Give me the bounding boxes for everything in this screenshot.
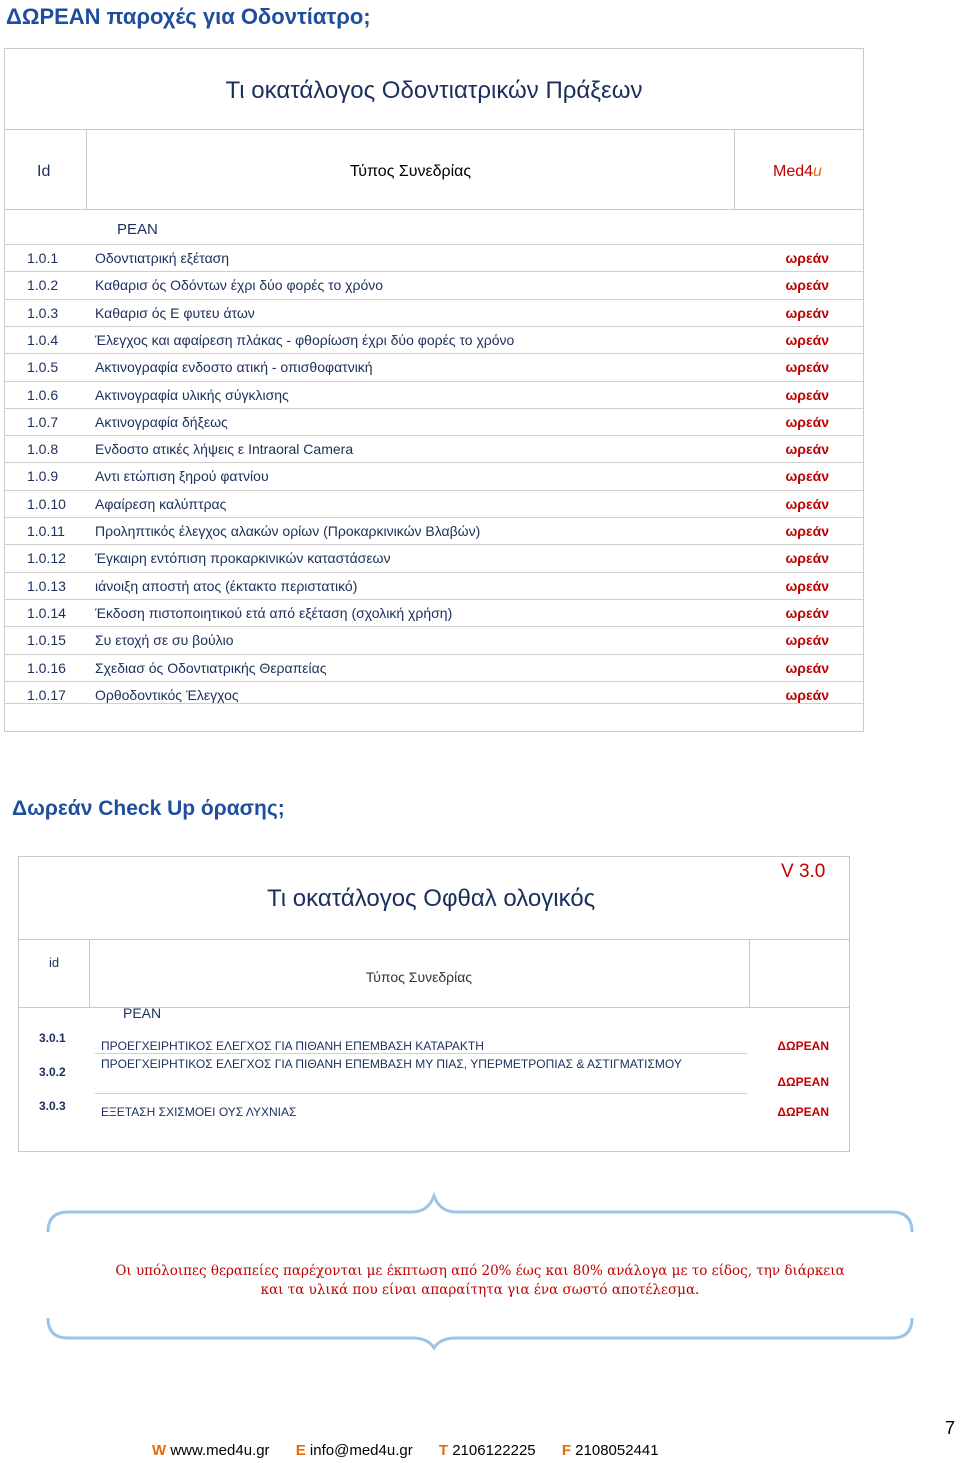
dental-price-table xyxy=(4,48,864,732)
row-desc: ΠΡΟΕΓΧΕΙΡΗΤΙΚΟΣ ΕΛΕΓΧΟΣ ΓΙΑ ΠΙΘΑΝΗ ΕΠΕΜΒΑΣΗ ΜΥ ΠΙΑΣ, ΥΠΕΡΜΕΤΡΟΠΙΑΣ & ΑΣΤΙΓΜΑΤΙΣΜΟΥ xyxy=(101,1057,682,1071)
row-id: 1.0.7 xyxy=(27,413,59,430)
table-row xyxy=(5,544,863,572)
row-desc: Έγκαιρη εντόπιση προκαρκινικών καταστάσεων xyxy=(95,550,391,567)
row-id: 1.0.16 xyxy=(27,659,66,676)
row-id: 1.0.5 xyxy=(27,359,59,376)
row-price: ωρεάν xyxy=(785,441,829,458)
row-price: ωρεάν xyxy=(785,359,829,376)
notice-line-2: και τα υλικά που είναι απαραίτητα για ένα σωστό αποτέλεσμα. xyxy=(260,1282,700,1298)
eye-table-title: Τι οκατάλογος Οφθαλ ολογικός xyxy=(267,885,596,912)
row-desc: Οδοντιατρική εξέταση xyxy=(95,250,230,266)
table-row xyxy=(5,490,863,518)
eye-table-subheader: ΡΕΑΝ xyxy=(123,1005,162,1021)
row-id: 1.0.1 xyxy=(27,250,59,266)
eye-section-heading: Δωρεάν Check Up όρασης; xyxy=(12,797,285,820)
table-row xyxy=(5,244,863,272)
row-id: 1.0.2 xyxy=(27,277,59,294)
table-row xyxy=(5,408,863,436)
eye-table-version: V 3.0 xyxy=(781,861,826,882)
table-row xyxy=(5,326,863,354)
table-row xyxy=(5,299,863,327)
row-id: 1.0.6 xyxy=(27,386,59,403)
row-price: ωρεάν xyxy=(785,550,829,567)
row-price: ΔΩΡΕΑΝ xyxy=(777,1075,829,1089)
row-id: 3.0.1 xyxy=(39,1031,66,1045)
row-price: ωρεάν xyxy=(785,250,829,266)
row-id: 1.0.4 xyxy=(27,331,59,348)
row-id: 1.0.17 xyxy=(27,686,66,703)
phone-number: 2106122225 xyxy=(452,1442,536,1459)
discount-notice xyxy=(40,1190,920,1350)
table-row xyxy=(5,353,863,381)
table-row xyxy=(5,271,863,299)
table-row xyxy=(5,462,863,490)
row-desc: Έκδοση πιστοποιητικού ετά από εξέταση (σχολική χρήση) xyxy=(95,604,453,621)
column-header-id: Id xyxy=(37,163,51,180)
row-desc: Σχεδιασ ός Οδοντιατρικής Θεραπείας xyxy=(95,659,327,676)
column-header-type: Τύπος Συνεδρίας xyxy=(349,163,472,180)
row-desc: Ακτινογραφία ενδοστο ατική - οπισθοφατνική xyxy=(95,359,373,376)
row-divider xyxy=(95,1093,747,1094)
row-desc: Ορθοδοντικός Έλεγχος xyxy=(95,686,239,703)
row-price: ωρεάν xyxy=(785,659,829,676)
row-id: 1.0.14 xyxy=(27,604,66,621)
row-price: ωρεάν xyxy=(785,386,829,403)
eye-column-header-type: Τύπος Συνεδρίας xyxy=(365,969,473,985)
row-price: ΔΩΡΕΑΝ xyxy=(777,1039,829,1053)
row-price: ωρεάν xyxy=(785,413,829,430)
table-row xyxy=(5,381,863,409)
row-id: 1.0.13 xyxy=(27,577,66,594)
row-desc: ΕΞΕΤΑΣΗ ΣΧΙΣΜΟΕΙ ΟΥΣ ΛΥΧΝΙΑΣ xyxy=(101,1105,297,1119)
row-desc: Συ ετοχή σε συ βούλιο xyxy=(95,632,234,649)
row-desc: Προληπτικός έλεγχος αλακών ορίων (Προκαρκινικών Βλαβών) xyxy=(95,523,481,539)
row-price: ωρεάν xyxy=(785,277,829,294)
table-row xyxy=(5,517,863,545)
row-price: ωρεάν xyxy=(785,495,829,512)
row-desc: Καθαρισ ός Οδόντων έχρι δύο φορές το χρόνο xyxy=(95,277,384,294)
dental-table-subheader: ΡΕΑΝ xyxy=(117,221,158,238)
row-price: ωρεάν xyxy=(785,686,829,703)
row-id: 3.0.2 xyxy=(39,1065,66,1079)
contact-footer xyxy=(152,1442,659,1459)
row-desc: Αφαίρεση καλύπτρας xyxy=(95,495,227,512)
email-link[interactable]: info@med4u.gr xyxy=(309,1442,413,1459)
dental-table-title-cell xyxy=(5,49,863,130)
eye-column-header-id: id xyxy=(49,955,60,970)
row-price: ωρεάν xyxy=(785,523,829,539)
eye-table-header xyxy=(19,939,849,1008)
row-desc: Ακτινογραφία υλικής σύγκλισης xyxy=(95,386,289,403)
page-number: 7 xyxy=(945,1418,956,1438)
website-link[interactable]: www.med4u.gr xyxy=(170,1442,270,1459)
row-id: 1.0.3 xyxy=(27,304,59,321)
row-price: ωρεάν xyxy=(785,331,829,348)
table-row xyxy=(5,626,863,654)
table-row xyxy=(5,654,863,682)
dental-table-header xyxy=(5,129,863,210)
row-desc: Αντι ετώπιση ξηρού φατνίου xyxy=(95,468,269,485)
row-id: 1.0.11 xyxy=(27,523,65,539)
dental-table-footer-row xyxy=(5,703,863,732)
table-row xyxy=(5,599,863,627)
row-id: 1.0.15 xyxy=(27,632,66,649)
email-label: E xyxy=(295,1442,306,1459)
phone-label: T xyxy=(438,1442,449,1459)
row-price: ωρεάν xyxy=(785,632,829,649)
row-id: 1.0.8 xyxy=(27,441,59,458)
fax-number: 2108052441 xyxy=(575,1442,659,1459)
row-price: ωρεάν xyxy=(785,468,829,485)
dental-table-title: Τι οκατάλογος Οδοντιατρικών Πράξεων xyxy=(225,77,643,104)
eye-price-table xyxy=(18,856,850,1152)
notice-line-1: Οι υπόλοιπες θεραπείες παρέχονται με έκπτωση από 20% έως και 80% ανάλογα με το είδος, την διάρκεια xyxy=(115,1263,845,1279)
web-label: W xyxy=(152,1442,167,1459)
row-desc: Καθαρισ ός Ε φυτευ άτων xyxy=(95,304,255,321)
table-row xyxy=(5,435,863,463)
dental-section-heading: ΔΩΡΕΑΝ παροχές για Οδοντίατρο; xyxy=(6,4,371,29)
row-id: 1.0.10 xyxy=(27,495,66,512)
fax-label: F xyxy=(561,1442,571,1459)
row-desc: ΠΡΟΕΓΧΕΙΡΗΤΙΚΟΣ ΕΛΕΓΧΟΣ ΓΙΑ ΠΙΘΑΝΗ ΕΠΕΜΒΑΣΗ ΚΑΤΑΡΑΚΤΗ xyxy=(101,1039,484,1053)
row-divider xyxy=(95,1053,747,1054)
row-desc: ιάνοιξη αποστή ατος (έκτακτο περιστατικό) xyxy=(95,577,358,594)
row-id: 1.0.9 xyxy=(27,468,59,485)
table-row xyxy=(5,572,863,600)
row-price: ωρεάν xyxy=(785,604,829,621)
row-id: 3.0.3 xyxy=(39,1099,66,1113)
eye-table-title-cell xyxy=(19,857,849,940)
row-desc: Έλεγχος και αφαίρεση πλάκας - φθορίωση έχρι δύο φορές το χρόνο xyxy=(95,331,515,348)
row-price: ωρεάν xyxy=(785,577,829,594)
row-desc: Ακτινογραφία δήξεως xyxy=(95,413,228,430)
row-price: ωρεάν xyxy=(785,304,829,321)
row-id: 1.0.12 xyxy=(27,550,66,567)
column-header-brand: Med4u xyxy=(773,163,822,180)
row-desc: Ενδοστο ατικές λήψεις ε Intraoral Camera xyxy=(95,441,354,458)
row-price: ΔΩΡΕΑΝ xyxy=(777,1105,829,1119)
